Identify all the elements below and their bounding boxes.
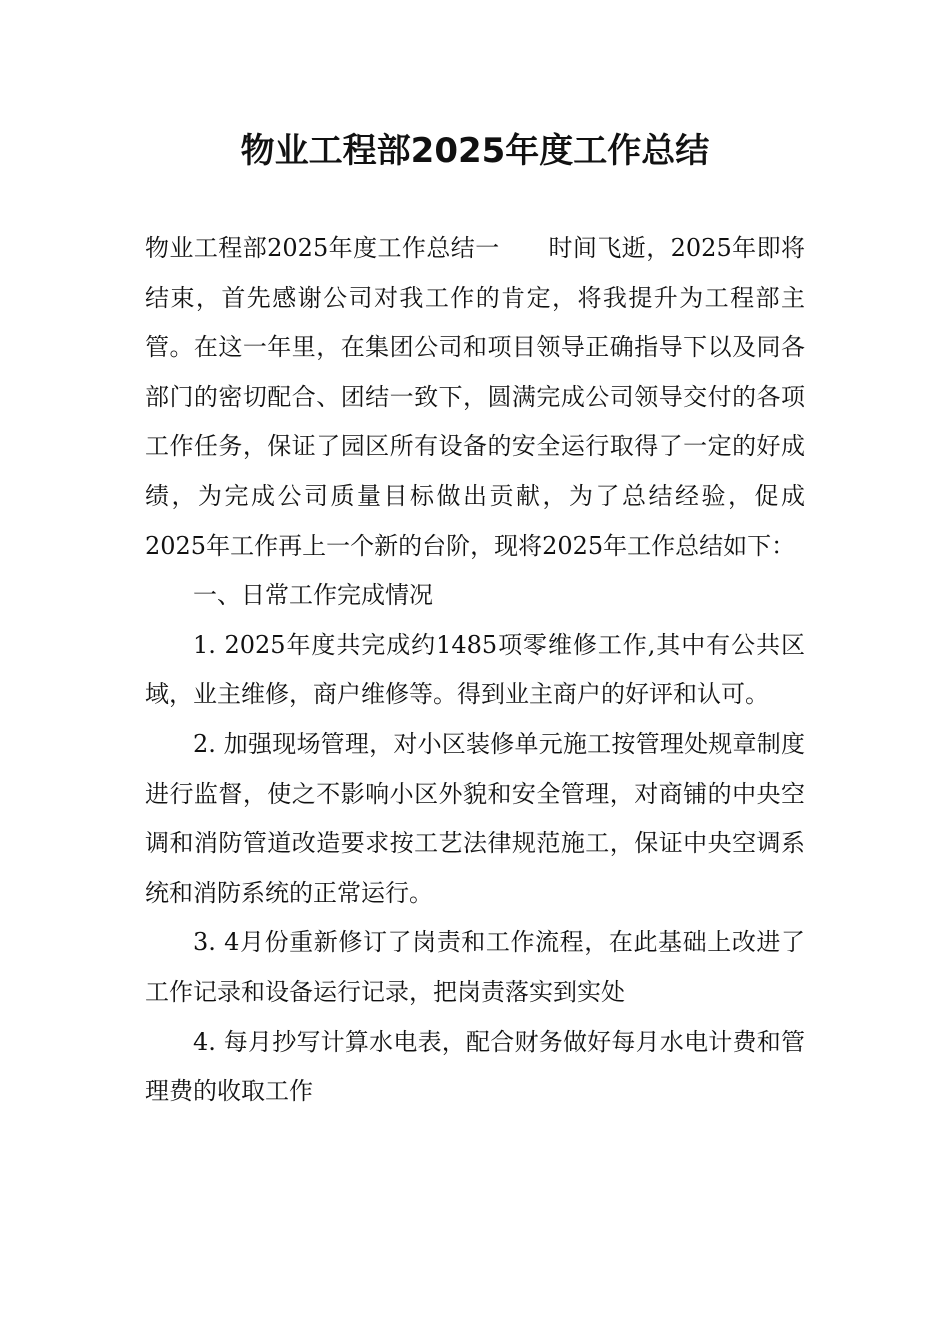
paragraph-intro: 物业工程部2025年度工作总结一 时间飞逝，2025年即将结束，首先感谢公司对我工作的肯定，将我提升为工程部主管。在这一年里，在集团公司和项目领导正确指导下以及同各部门的密切配合、团结一致下，圆满完成公司领导交付的各项工作任务，保证了园区所有设备的安全运行取得了一定的好成绩，为完成公司质量目标做出贡献，为了总结经验，促成2025年工作再上一个新的台阶，现将2025年工作总结如下：: [145, 234, 805, 560]
section-heading-daily-work: 一、日常工作完成情况: [193, 581, 433, 610]
list-item-2: 2. 加强现场管理，对小区装修单元施工按管理处规章制度进行监督，使之不影响小区外貌和安全管理，对商铺的中央空调和消防管道改造要求按工艺法律规范施工，保证中央空调系统和消防系统的正常运行。: [145, 729, 805, 907]
list-item-4: 4. 每月抄写计算水电表，配合财务做好每月水电计费和管理费的收取工作: [145, 1027, 805, 1106]
document-title: 物业工程部2025年度工作总结: [240, 131, 710, 171]
document-body: [145, 224, 805, 1117]
list-item-3: 3. 4月份重新修订了岗责和工作流程，在此基础上改进了工作记录和设备运行记录，把岗责落实到实处: [145, 928, 805, 1006]
list-item-1: 1. 2025年度共完成约1485项零维修工作,其中有公共区域，业主维修，商户维修等。得到业主商户的好评和认可。: [145, 630, 805, 709]
